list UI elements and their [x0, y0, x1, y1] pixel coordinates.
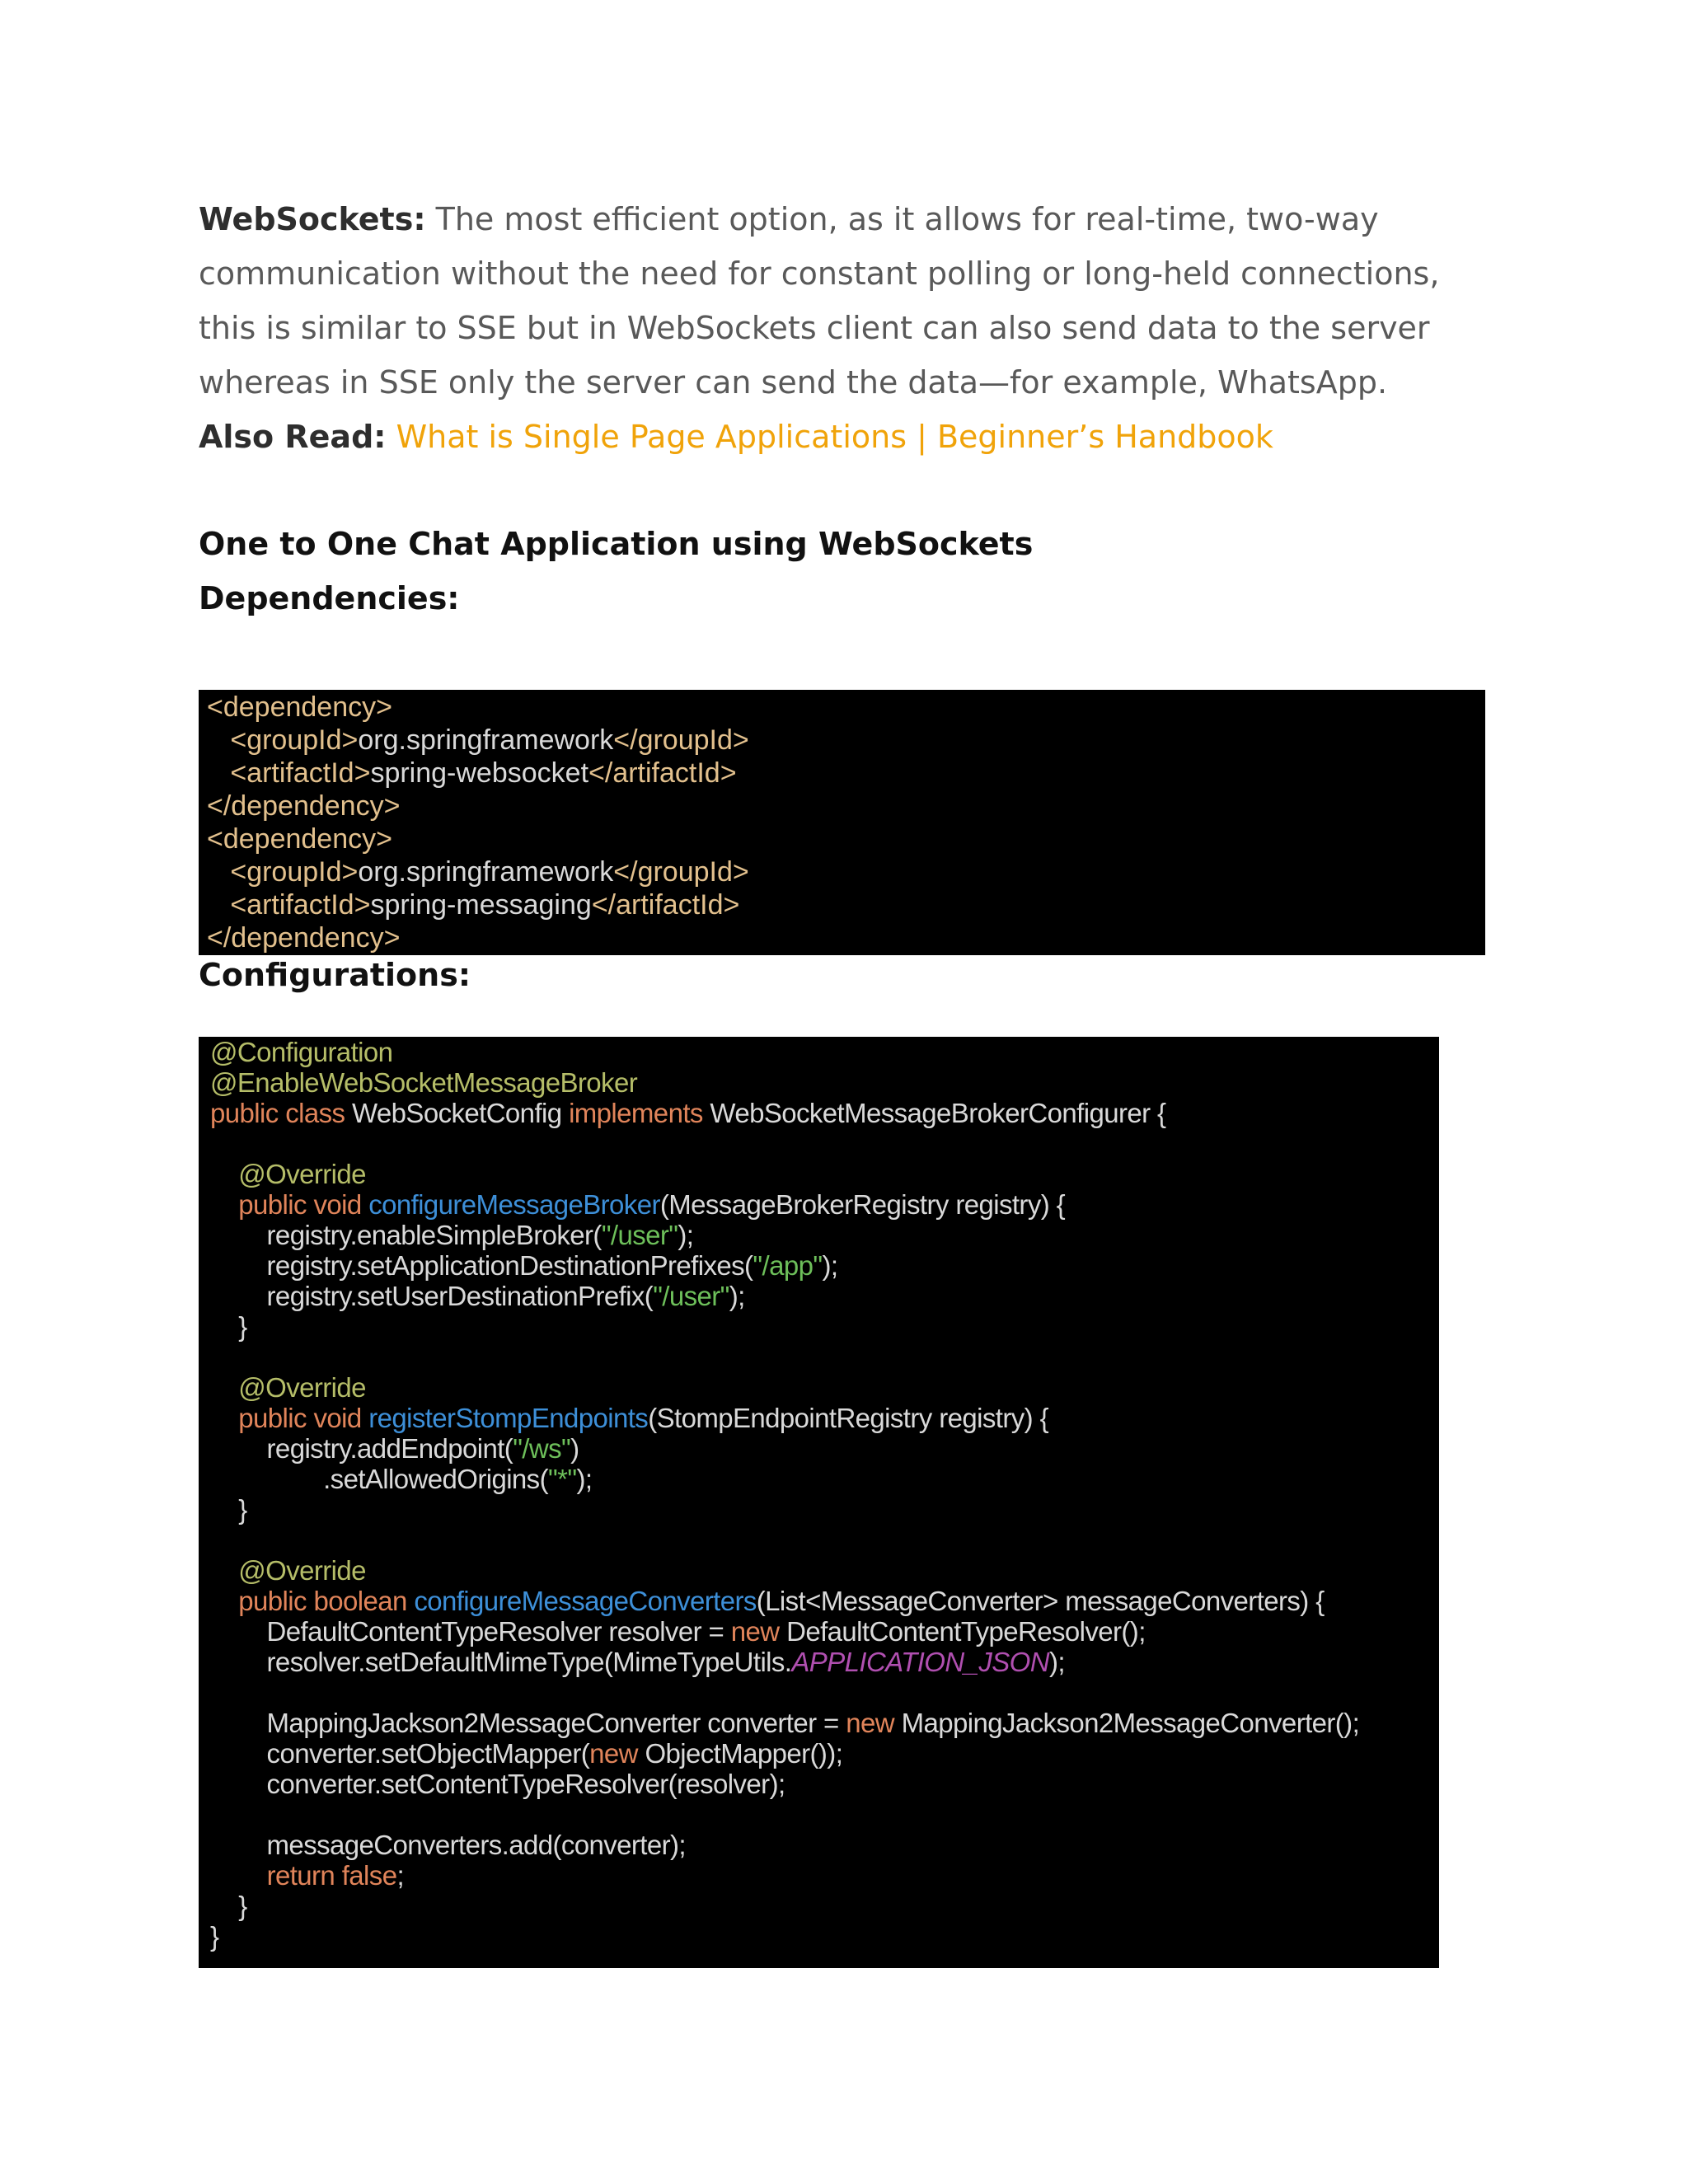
code-line — [210, 1738, 842, 1769]
code-token: public void — [238, 1189, 362, 1220]
code-line — [210, 1220, 693, 1251]
code-token: "*" — [547, 1464, 577, 1494]
code-token: <dependency> — [207, 691, 392, 723]
code-token: ) — [570, 1433, 579, 1464]
code-token: return false — [266, 1860, 397, 1891]
code-line — [210, 1098, 1165, 1129]
dependencies-code-block — [199, 690, 1485, 955]
code-token: ); — [1048, 1647, 1065, 1677]
code-token: implements — [569, 1098, 703, 1128]
code-token — [210, 1372, 238, 1403]
code-token: MappingJackson2MessageConverter converter = — [210, 1708, 846, 1738]
code-token: new — [730, 1616, 780, 1647]
code-token: } — [210, 1921, 219, 1952]
intro-line-3: this is similar to SSE but in WebSockets client can also send data to the server — [199, 310, 1430, 346]
code-token: (List<MessageConverter> messageConverters) { — [756, 1586, 1325, 1616]
dependencies-heading: Dependencies: — [199, 580, 460, 616]
code-token — [207, 757, 230, 789]
code-line — [207, 823, 392, 855]
code-token: ObjectMapper()); — [637, 1738, 843, 1769]
code-token — [210, 1189, 238, 1220]
code-token: </artifactId> — [588, 757, 737, 789]
code-line — [210, 1311, 247, 1343]
code-line — [210, 1067, 637, 1099]
code-token — [210, 1860, 267, 1891]
code-line — [210, 1921, 218, 1952]
code-line — [210, 1708, 1359, 1739]
code-token: spring-messaging — [370, 889, 592, 921]
code-token: <artifactId> — [230, 757, 371, 789]
code-token: <dependency> — [207, 823, 392, 855]
code-token: @Override — [238, 1555, 366, 1586]
code-token: <artifactId> — [230, 889, 371, 921]
code-line — [210, 1189, 1065, 1221]
code-token: } — [210, 1311, 247, 1342]
code-line — [210, 1891, 247, 1922]
code-token: DefaultContentTypeResolver(); — [779, 1616, 1146, 1647]
code-token — [207, 724, 230, 756]
code-token: <groupId> — [230, 856, 359, 888]
code-line — [207, 724, 749, 757]
code-token: @Override — [238, 1159, 366, 1189]
code-token: converter.setContentTypeResolver(resolver); — [210, 1769, 785, 1799]
code-token: ); — [822, 1250, 838, 1281]
code-token: </artifactId> — [591, 889, 740, 921]
code-line — [210, 1830, 686, 1861]
code-token: "/app" — [753, 1250, 823, 1281]
code-line — [207, 790, 400, 823]
code-line — [210, 1616, 1146, 1647]
code-token: (MessageBrokerRegistry registry) { — [659, 1189, 1066, 1220]
code-token: <groupId> — [230, 724, 359, 756]
code-token: @Override — [238, 1372, 366, 1403]
code-line — [210, 1555, 366, 1586]
code-token: @Configuration — [210, 1037, 393, 1067]
intro-paragraph — [199, 192, 1501, 464]
code-line — [210, 1250, 837, 1282]
code-line — [210, 1403, 1048, 1434]
code-token: MappingJackson2MessageConverter(); — [894, 1708, 1360, 1738]
code-token: } — [210, 1891, 247, 1921]
code-token: APPLICATION_JSON — [791, 1647, 1049, 1677]
code-token — [207, 856, 230, 888]
code-token: new — [589, 1738, 638, 1769]
code-line — [210, 1647, 1065, 1678]
code-token: registry.setApplicationDestinationPrefixes( — [210, 1250, 753, 1281]
code-token — [210, 1555, 238, 1586]
code-line — [210, 1586, 1325, 1617]
code-token: </groupId> — [613, 724, 749, 756]
code-token: "/user" — [653, 1281, 729, 1311]
code-token: "/ws" — [513, 1433, 571, 1464]
code-token — [362, 1403, 369, 1433]
code-token: </groupId> — [613, 856, 749, 888]
code-line — [207, 889, 739, 921]
code-token: public class — [210, 1098, 345, 1128]
code-token: public void — [238, 1403, 362, 1433]
code-line — [210, 1769, 785, 1800]
intro-line-4: whereas in SSE only the server can send the data—for example, WhatsApp. — [199, 364, 1388, 401]
code-token — [207, 889, 230, 921]
code-token: } — [210, 1494, 247, 1525]
code-line — [207, 757, 737, 790]
code-line — [210, 1281, 745, 1312]
code-token: ; — [396, 1860, 405, 1891]
code-token: ); — [576, 1464, 593, 1494]
configurations-heading: Configurations: — [199, 957, 471, 993]
section-title: One to One Chat Application using WebSockets — [199, 526, 1034, 562]
code-token: .setAllowedOrigins( — [210, 1464, 548, 1494]
configuration-code-block — [199, 1037, 1439, 1968]
code-token: WebSocketMessageBrokerConfigurer { — [702, 1098, 1166, 1128]
intro-line-2: communication without the need for constant polling or long-held connections, — [199, 255, 1440, 292]
code-token: registry.setUserDestinationPrefix( — [210, 1281, 654, 1311]
code-token: messageConverters.add(converter); — [210, 1830, 686, 1860]
code-line — [210, 1372, 366, 1404]
intro-term: WebSockets: — [199, 201, 426, 237]
code-token: registry.addEndpoint( — [210, 1433, 513, 1464]
code-token: ); — [678, 1220, 694, 1250]
code-token: registry.enableSimpleBroker( — [210, 1220, 602, 1250]
code-token: ); — [729, 1281, 745, 1311]
code-token: configureMessageBroker — [368, 1189, 660, 1220]
code-token: </dependency> — [207, 922, 401, 954]
code-token: WebSocketConfig — [345, 1098, 570, 1128]
code-line — [210, 1860, 404, 1891]
code-token — [210, 1403, 238, 1433]
also-read-label: Also Read: — [199, 419, 387, 455]
code-token: resolver.setDefaultMimeType(MimeTypeUtils. — [210, 1647, 792, 1677]
code-token: "/user" — [601, 1220, 678, 1250]
code-line — [210, 1494, 247, 1526]
code-token: org.springframework — [358, 724, 614, 756]
code-token: registerStompEndpoints — [368, 1403, 649, 1433]
code-token — [362, 1189, 369, 1220]
code-token: configureMessageConverters — [414, 1586, 757, 1616]
code-token — [210, 1159, 238, 1189]
code-line — [210, 1433, 579, 1465]
also-read-link[interactable]: What is Single Page Applications | Beginner’s Handbook — [396, 419, 1273, 455]
code-token: new — [846, 1708, 895, 1738]
code-token: converter.setObjectMapper( — [210, 1738, 590, 1769]
code-token: </dependency> — [207, 790, 401, 822]
intro-line-1: The most efficient option, as it allows for real-time, two-way — [425, 201, 1379, 237]
code-token — [210, 1586, 238, 1616]
code-line — [207, 856, 749, 888]
code-token: public boolean — [238, 1586, 407, 1616]
code-token: @EnableWebSocketMessageBroker — [210, 1067, 638, 1098]
code-token: spring-websocket — [370, 757, 589, 789]
code-line — [210, 1159, 366, 1190]
code-token: (StompEndpointRegistry registry) { — [648, 1403, 1049, 1433]
code-token: DefaultContentTypeResolver resolver = — [210, 1616, 731, 1647]
code-line — [210, 1464, 592, 1495]
code-line — [207, 691, 392, 724]
code-token: org.springframework — [358, 856, 614, 888]
code-line — [210, 1037, 392, 1068]
